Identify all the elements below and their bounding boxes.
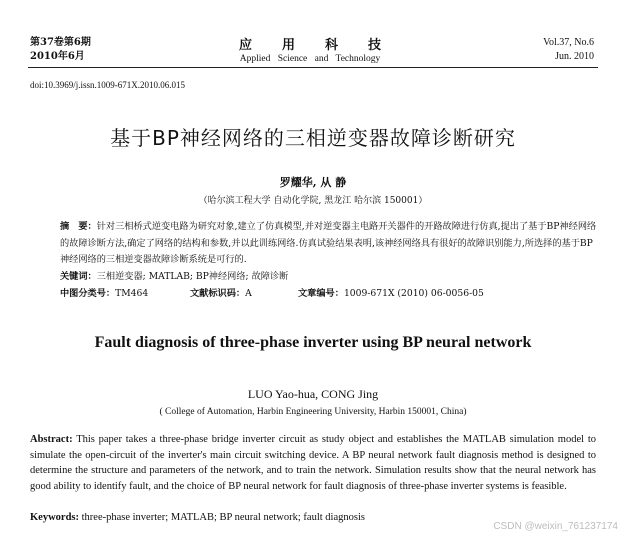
- title-cn: 基于BP神经网络的三相逆变器故障诊断研究: [110, 126, 516, 150]
- clc-field: [60, 285, 148, 299]
- date-cn: 2010年6月: [30, 51, 85, 62]
- header-rule: [28, 67, 598, 68]
- abstract-en: [30, 432, 596, 494]
- abstract-en-label: Abstract:: [30, 434, 73, 445]
- authors-en: LUO Yao-hua, CONG Jing: [247, 387, 379, 401]
- keywords-en-label: Keywords:: [30, 512, 79, 523]
- journal-name: [200, 34, 420, 64]
- abstract-cn-text: 针对三相桥式逆变电路为研究对象,建立了仿真模型,并对逆变器主电路开关器件的开路故障进行仿真,提出了基于BP神经网络的故障诊断方法,确定了网络的结构和参数,并以此训练网络.仿真试验结果表明,该神经网络具有很好的故障识别能力,所选择的基于BP神经网络的三相逆变器故障诊断系统是可行的.: [60, 221, 597, 265]
- article-value: 1009-671X (2010) 06-0056-05: [343, 288, 484, 299]
- date-en: Jun. 2010: [555, 51, 594, 62]
- abstract-en-text: This paper takes a three-phase bridge inverter circuit as study object and establishes the MATLAB simulation model to simulate the open-circuit of the inverter's main circuit switching device. A BP neural network fault diagnosis method is designed to determine the structure and parameters of the network, and to train the network. Simulation results show that the neural network has good ability to identify fault, and the choice of BP neural network for fault diagnosis of three-phase inverter systems is feasible.: [30, 434, 597, 492]
- doc-value: A: [245, 288, 252, 299]
- keywords-en-text: three-phase inverter; MATLAB; BP neural network; fault diagnosis: [81, 512, 365, 523]
- journal-issue-cn: [30, 36, 91, 64]
- clc-label: 中图分类号：: [60, 288, 116, 299]
- abstract-cn-label: 摘 要：: [60, 221, 97, 232]
- keywords-cn-text: 三相逆变器; MATLAB; BP神经网络; 故障诊断: [96, 270, 289, 282]
- article-label: 文章编号：: [298, 288, 344, 299]
- title-en: Fault diagnosis of three-phase inverter using BP neural network: [94, 334, 532, 351]
- article-field: [298, 285, 484, 299]
- affiliation-en: ( College of Automation, Harbin Engineering University, Harbin 150001, China): [159, 407, 467, 417]
- affiliation-cn: （哈尔滨工程大学 自动化学院, 黑龙江 哈尔滨 150001）: [198, 196, 428, 206]
- clc-value: TM464: [115, 288, 149, 299]
- doi[interactable]: doi:10.3969/j.issn.1009-671X.2010.06.015: [30, 80, 186, 90]
- volume-cn: 第37卷第6期: [30, 37, 91, 48]
- journal-name-en: Applied Science and Technology: [239, 54, 381, 64]
- abstract-cn: [60, 219, 600, 285]
- keywords-cn-label: 关键词：: [60, 270, 97, 282]
- journal-issue-en: [543, 36, 594, 64]
- authors-cn: 罗耀华, 从 静: [279, 176, 347, 189]
- doc-label: 文献标识码：: [190, 288, 246, 299]
- journal-name-cn: 应用科技: [238, 38, 411, 53]
- doc-field: [190, 285, 252, 299]
- volume-en: Vol.37, No.6: [543, 37, 594, 48]
- watermark: CSDN @weixin_761237174: [493, 521, 618, 532]
- keywords-en: [30, 512, 365, 523]
